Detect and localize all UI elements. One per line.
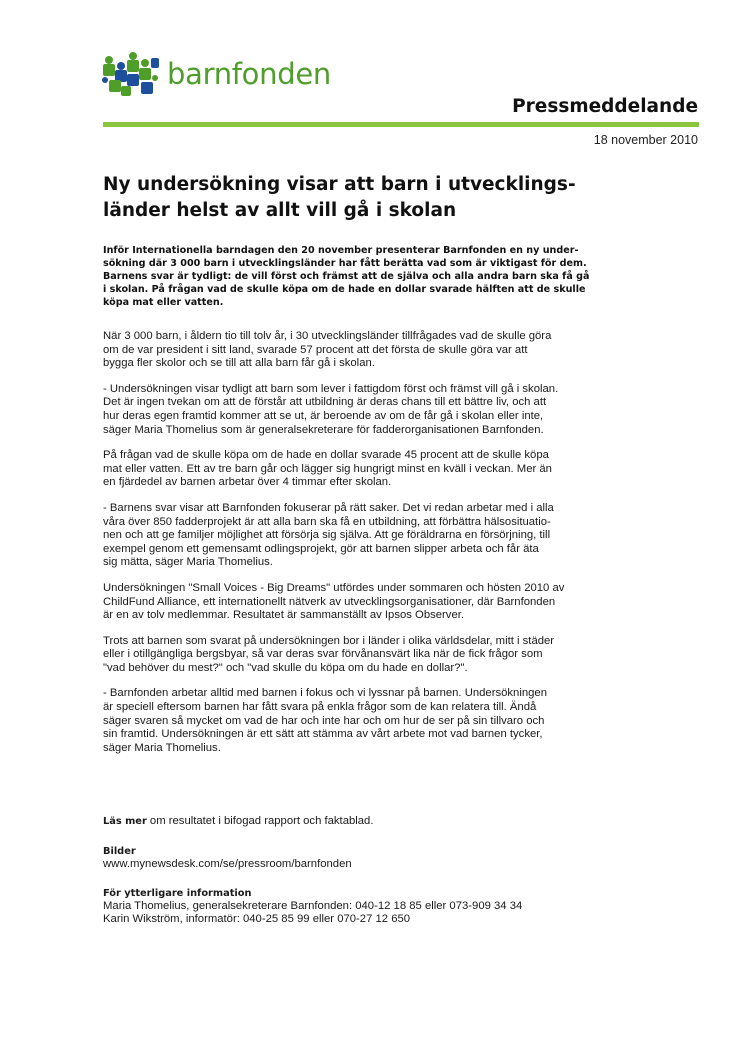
body-line: På frågan vad de skulle köpa om de hade en dollar svarade 45 procent att de skulle köpa	[103, 449, 549, 462]
body-line: om de var president i sitt land, svarade 57 procent att det första de skulle göra var att	[103, 343, 528, 356]
footer-info	[103, 815, 699, 942]
body-paragraph	[103, 582, 699, 623]
images-section	[103, 846, 699, 871]
body-paragraph	[103, 330, 699, 371]
headline-line: Ny undersökning visar att barn i utvecklings-	[103, 174, 576, 195]
images-heading: Bilder	[103, 845, 136, 857]
body-line: är en av tolv medlemmar. Resultatet är sammanställt av Ipsos Observer.	[103, 609, 465, 622]
header-divider	[103, 122, 699, 127]
read-more-text: om resultatet i bifogad rapport och faktablad.	[146, 815, 374, 827]
brand-logo[interactable]	[101, 50, 331, 98]
lead-paragraph	[103, 244, 699, 309]
body-line: ChildFund Alliance, ett internationellt nätverk av utvecklingsorganisationer, där Barnfonden	[103, 595, 556, 608]
body-line: bygga fler skolor och se till att alla barn får gå i skolan.	[103, 357, 375, 370]
puzzle-children-icon	[101, 50, 161, 98]
body-paragraph	[103, 687, 699, 755]
lead-line: Inför Internationella barndagen den 20 november presenterar Barnfonden en ny under-	[103, 245, 579, 256]
body-paragraph	[103, 383, 699, 437]
body-paragraph	[103, 449, 699, 490]
contact-heading: För ytterligare information	[103, 887, 252, 899]
contact-section	[103, 888, 699, 926]
body-line: är speciell eftersom barnen har fått svara på enkla frågor som de kan relatera till. Ändå	[103, 701, 537, 714]
body-line: säger Maria Thomelius som är generalsekreterare för fadderorganisationen Barnfonden.	[103, 423, 544, 436]
body-line: "vad behöver du mest?" och "vad skulle du köpa om du hade en dollar?".	[103, 661, 468, 674]
page-title	[103, 172, 699, 224]
press-release-body	[103, 172, 699, 767]
lead-line: sökning där 3 000 barn i utvecklingsländer har fått berätta vad som är viktigast för dem.	[103, 258, 587, 269]
logo-wordmark: barnfonden	[167, 56, 331, 91]
body-line: - Barnens svar visar att Barnfonden fokuserar på rätt saker. Det vi redan arbetar med i alla	[103, 501, 554, 514]
body-line: - Undersökningen visar tydligt att barn som lever i fattigdom först och främst vill gå i skolan.	[103, 382, 559, 395]
body-paragraph	[103, 635, 699, 676]
body-line: en fjärdedel av barnen arbetar över 4 timmar efter skolan.	[103, 476, 392, 489]
body-line: våra över 850 fadderprojekt är att alla barn ska få en utbildning, att förbättra hälsosituatio-	[103, 515, 551, 528]
images-link[interactable]: www.mynewsdesk.com/se/pressroom/barnfonden	[103, 858, 352, 870]
read-more-line	[103, 815, 699, 829]
lead-line: Barnens svar är tydligt: de vill först och främst att de själva och alla andra barn ska få gå	[103, 271, 590, 282]
body-line: Det är ingen tvekan om att de förstår att utbildning är deras chans till ett bättre liv, och att	[103, 396, 547, 409]
body-line: exempel genom ett gemensamt odlingsprojekt, gör att barnen slipper arbeta och får äta	[103, 542, 539, 555]
contact-line: Karin Wikström, informatör: 040-25 85 99 eller 070-27 12 650	[103, 912, 411, 925]
body-line: Undersökningen "Small Voices - Big Dreams" utfördes under sommaren och hösten 2010 av	[103, 581, 565, 594]
document-type: Pressmeddelande	[512, 96, 698, 117]
body-line: När 3 000 barn, i åldern tio till tolv år, i 30 utvecklingsländer tillfrågades vad de skulle göra	[103, 330, 552, 342]
body-line: - Barnfonden arbetar alltid med barnen i fokus och vi lyssnar på barnen. Undersökningen	[103, 687, 547, 700]
body-paragraph	[103, 502, 699, 570]
body-line: Trots att barnen som svarat på undersökningen bor i länder i olika världsdelar, mitt i städer	[103, 634, 555, 647]
lead-line: köpa mat eller vatten.	[103, 297, 224, 308]
body-line: eller i otillgängliga bergsbyar, så var deras svar förvånansvärt lika när de fick frågor som	[103, 648, 543, 661]
body-line: säger Maria Thomelius.	[103, 741, 221, 754]
body-line: hur deras egen framtid kommer att se ut, är beroende av om de får gå i skolan eller inte,	[103, 409, 544, 422]
body-line: säger svaren så mycket om vad de har och inte har och om hur de ser på sin tillvaro och	[103, 714, 545, 727]
body-line: nen och att ge familjer möjlighet att försörja sig själva. Att ge föräldrarna en försörjning, till	[103, 529, 551, 542]
contact-line: Maria Thomelius, generalsekreterare Barnfonden: 040-12 18 85 eller 073-909 34 34	[103, 900, 523, 912]
body-line: sig mätta, säger Maria Thomelius.	[103, 556, 273, 569]
body-line: mat eller vatten. Ett av tre barn går och lägger sig hungrigt minst en kväll i veckan. Mer än	[103, 462, 552, 475]
headline-line: länder helst av allt vill gå i skolan	[103, 200, 457, 221]
read-more-label: Läs mer	[103, 816, 147, 827]
body-line: sin framtid. Undersökningen är ett sätt att stämma av vårt arbete mot vad barnen tycker,	[103, 728, 543, 741]
lead-line: i skolan. På frågan vad de skulle köpa om de hade en dollar svarade hälften att de skulle	[103, 284, 586, 295]
release-date: 18 november 2010	[593, 133, 698, 147]
